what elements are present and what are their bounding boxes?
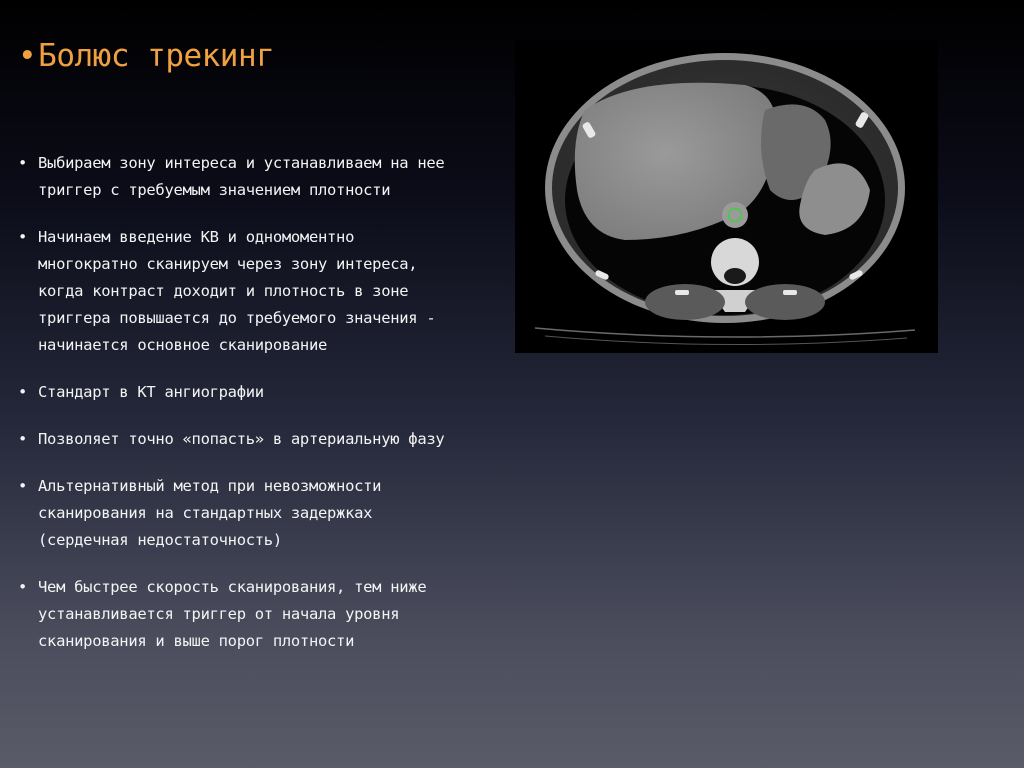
- rib: [783, 290, 797, 295]
- bullet-dot: •: [18, 383, 28, 401]
- ct-scan-image: [515, 40, 938, 353]
- bullet-item: [18, 473, 458, 554]
- aorta: [722, 202, 748, 228]
- bullet-text: Альтернативный метод при невозможности сканирования на стандартных задержках (сердечная недостаточность): [38, 477, 382, 549]
- title-bullet: •: [18, 38, 37, 74]
- bullet-item: [18, 379, 458, 406]
- bullet-dot: •: [18, 228, 28, 246]
- bullet-item: [18, 426, 458, 453]
- spinal-canal: [724, 268, 746, 284]
- bullet-dot: •: [18, 154, 28, 172]
- rib: [675, 290, 689, 295]
- bullet-list: [18, 150, 458, 675]
- bullet-text: Начинаем введение КВ и одномоментно многократно сканируем через зону интереса, когда контраст доходит и плотность в зоне триггера повышается до требуемого значения - начинается основное сканирование: [38, 228, 436, 354]
- bullet-item: [18, 574, 458, 655]
- bullet-dot: •: [18, 477, 28, 495]
- bullet-text: Чем быстрее скорость сканирования, тем ниже устанавливается триггер от начала уровня сканирования и выше порог плотности: [38, 578, 427, 650]
- bullet-dot: •: [18, 430, 28, 448]
- slide-title: [18, 38, 274, 74]
- bullet-item: [18, 224, 458, 359]
- paraspinal-muscle-left: [645, 284, 725, 320]
- bullet-text: Позволяет точно «попасть» в артериальную фазу: [38, 430, 445, 448]
- bullet-dot: •: [18, 578, 28, 596]
- paraspinal-muscle-right: [745, 284, 825, 320]
- bullet-text: Выбираем зону интереса и устанавливаем на нее триггер с требуемым значением плотности: [38, 154, 445, 199]
- bullet-text: Стандарт в КТ ангиографии: [38, 383, 264, 401]
- bullet-item: [18, 150, 458, 204]
- ct-scan-drawing: [515, 40, 938, 353]
- slide-title-text: Болюс трекинг: [38, 38, 275, 74]
